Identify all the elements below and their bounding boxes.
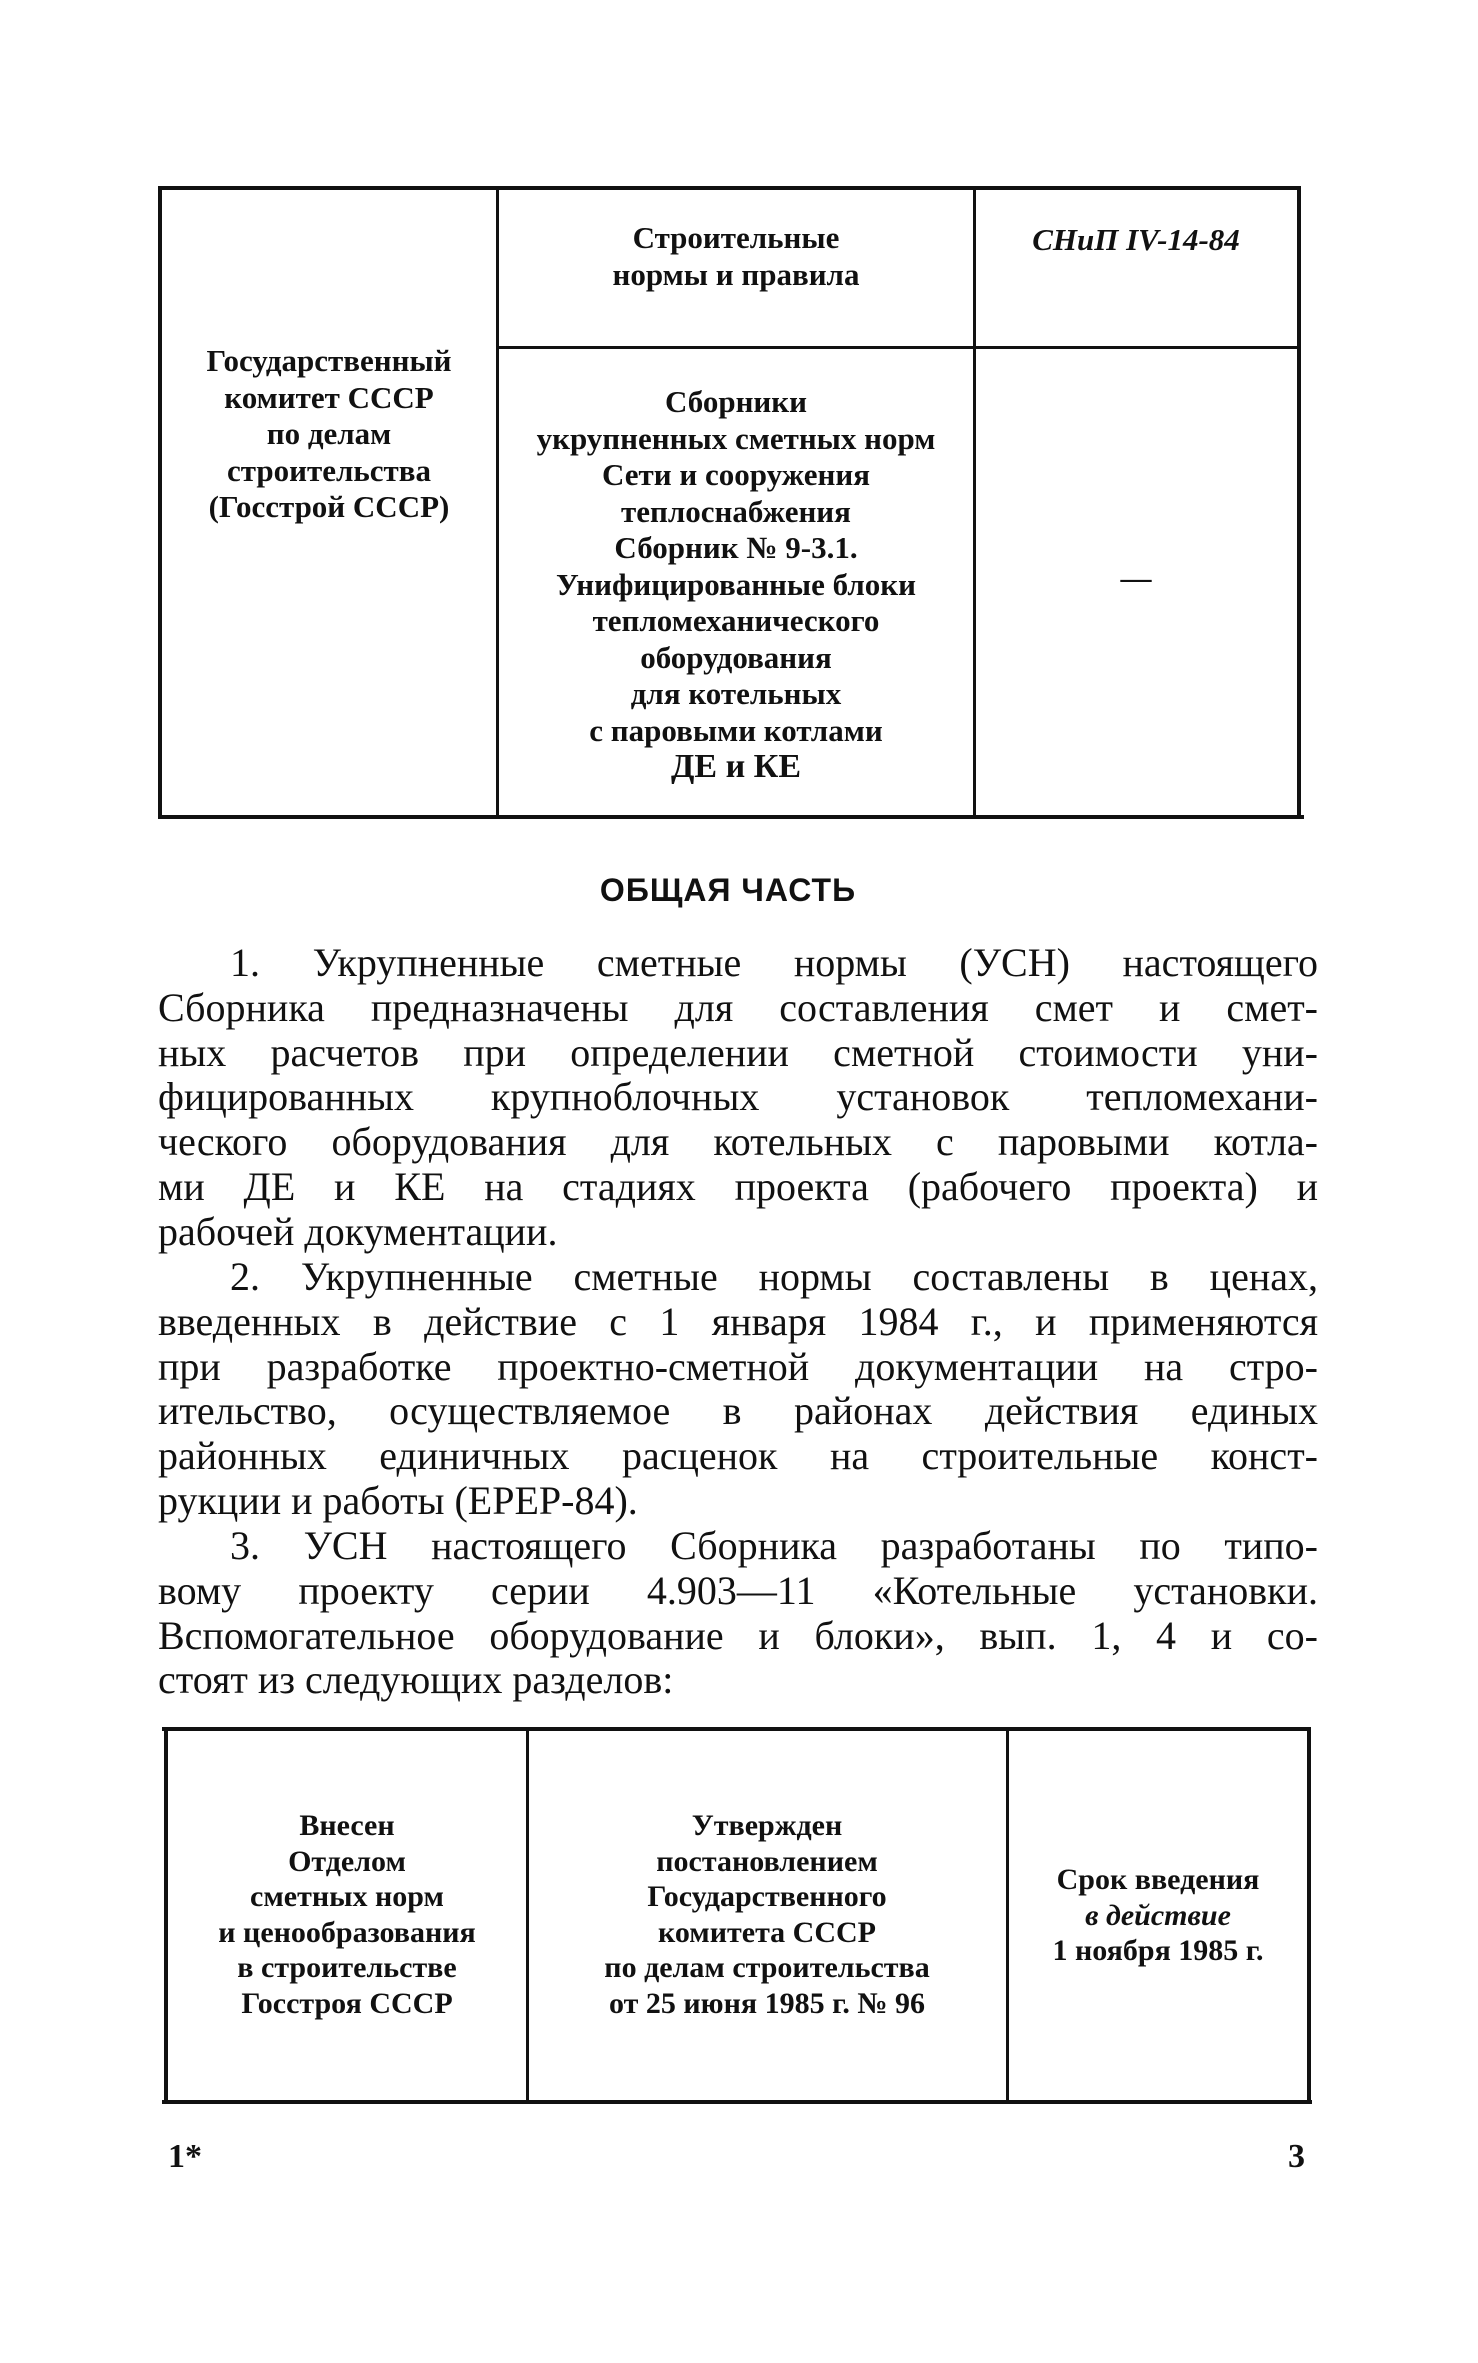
section-title: ОБЩАЯ ЧАСТЬ <box>599 872 857 908</box>
approved-by-line: Утвержден <box>691 1809 843 1842</box>
collection-line: Унифицированные блоки <box>556 566 916 602</box>
approval-table-right-border <box>1307 1727 1311 2103</box>
header-table-divider-1 <box>496 186 499 818</box>
submitted-by-line: в строительстве <box>237 1951 457 1984</box>
effective-date-line: 1 ноября 1985 г. <box>1052 1934 1264 1967</box>
doc-type-line: нормы и правила <box>612 256 860 292</box>
paragraph-line: Вспомогательное оборудование и блоки», вып. 1, 4 и со- <box>158 1612 1318 1658</box>
approval-table-divider-1 <box>526 1731 529 2103</box>
submitted-by-line: и ценообразования <box>218 1915 476 1949</box>
paragraph-line: стоят из следующих разделов: <box>158 1657 674 1703</box>
submitted-by-line: Отделом <box>288 1844 406 1878</box>
header-table-top-border <box>158 186 1298 190</box>
collection-line: Сборник № 9-3.1. <box>614 530 858 565</box>
paragraph-line: фицированных крупноблочных установок тепломехани- <box>158 1074 1318 1120</box>
collection-line: укрупненных сметных норм <box>536 420 936 456</box>
approval-table-divider-2 <box>1006 1731 1009 2103</box>
dash-mark: — <box>1120 560 1152 595</box>
collection-line: для котельных <box>630 676 842 711</box>
paragraph-2 <box>158 1255 1318 1524</box>
submitted-by-line: сметных норм <box>250 1880 444 1913</box>
paragraph-line: 2. Укрупненные сметные нормы составлены в ценах, <box>230 1254 1318 1299</box>
approval-table-left-border <box>164 1727 168 2103</box>
issuer-line: Государственный <box>206 343 452 378</box>
collection-line: с паровыми котлами <box>589 712 883 748</box>
header-table-right-border <box>1297 186 1301 818</box>
header-table-left-border <box>158 186 162 818</box>
doc-type-line: Строительные <box>632 220 840 255</box>
paragraph-line: введенных в действие с 1 января 1984 г., и применяются <box>158 1298 1318 1344</box>
paragraph-line: ми ДЕ и КЕ на стадиях проекта (рабочего проекта) и <box>158 1163 1318 1209</box>
paragraph-line: районных единичных расценок на строительные конст- <box>158 1433 1318 1479</box>
issuer-line: по делам <box>266 416 392 451</box>
paragraph-line: рабочей документации. <box>158 1208 558 1254</box>
doc-code: СНиП IV-14-84 <box>1032 222 1240 257</box>
collection-line: оборудования <box>640 639 832 675</box>
submitted-by-line: Внесен <box>299 1809 395 1842</box>
paragraph-line: Сборника предназначены для составления смет и смет- <box>158 984 1318 1030</box>
collection-line: Сети и сооружения <box>602 457 870 492</box>
issuer-line: (Госстрой СССР) <box>208 489 450 524</box>
issuer-cell <box>164 343 494 526</box>
approved-by-line: по делам строительства <box>604 1951 930 1984</box>
paragraph-line: рукции и работы (ЕРЕР-84). <box>158 1477 638 1523</box>
paragraph-1 <box>158 941 1318 1255</box>
paragraph-line: при разработке проектно-сметной документации на стро- <box>158 1343 1318 1389</box>
effective-date-line: Срок введения <box>1056 1863 1260 1896</box>
paragraph-3 <box>158 1524 1318 1703</box>
approved-by-line: Государственного <box>647 1880 887 1913</box>
header-table-bottom-border <box>158 815 1304 819</box>
approved-by-cell <box>531 1808 1003 2021</box>
header-table-divider-2 <box>973 186 976 818</box>
paragraph-line: вому проекту серии 4.903—11 «Котельные установки. <box>158 1567 1318 1613</box>
doc-type-cell <box>500 220 972 293</box>
page-number: 3 <box>1288 2138 1305 2175</box>
paragraph-line: ительство, осуществляемое в районах действия единых <box>158 1388 1318 1434</box>
approval-table-top-border <box>162 1727 1310 1731</box>
issuer-line: строительства <box>227 452 431 488</box>
approved-by-line: от 25 июня 1985 г. № 96 <box>609 1986 925 2020</box>
header-table-row-divider <box>499 346 1297 349</box>
collection-line: тепломеханического <box>592 603 880 638</box>
signature-mark: 1* <box>168 2138 202 2175</box>
approved-by-line: постановлением <box>656 1844 878 1878</box>
collection-line: теплоснабжения <box>621 493 851 529</box>
paragraph-line: ных расчетов при определении сметной стоимости уни- <box>158 1029 1318 1075</box>
dash-cell <box>977 560 1295 597</box>
submitted-by-line: Госстроя СССР <box>241 1986 453 2020</box>
collection-line: Сборники <box>664 384 808 419</box>
submitted-by-cell <box>170 1808 524 2021</box>
paragraph-line: 1. Укрупненные сметные нормы (УСН) настоящего <box>230 940 1318 985</box>
approved-by-line: комитета СССР <box>657 1915 876 1949</box>
approval-table-bottom-border <box>162 2100 1312 2104</box>
collection-line: ДЕ и КЕ <box>671 748 801 785</box>
effective-date-cell <box>1011 1862 1305 1969</box>
doc-code-cell <box>977 222 1295 259</box>
effective-date-line: в действие <box>1085 1898 1231 1932</box>
issuer-line: комитет СССР <box>224 379 434 415</box>
paragraph-line: 3. УСН настоящего Сборника разработаны по типо- <box>230 1523 1318 1568</box>
paragraph-line: ческого оборудования для котельных с паровыми котла- <box>158 1119 1318 1165</box>
collection-title-cell <box>500 384 972 786</box>
